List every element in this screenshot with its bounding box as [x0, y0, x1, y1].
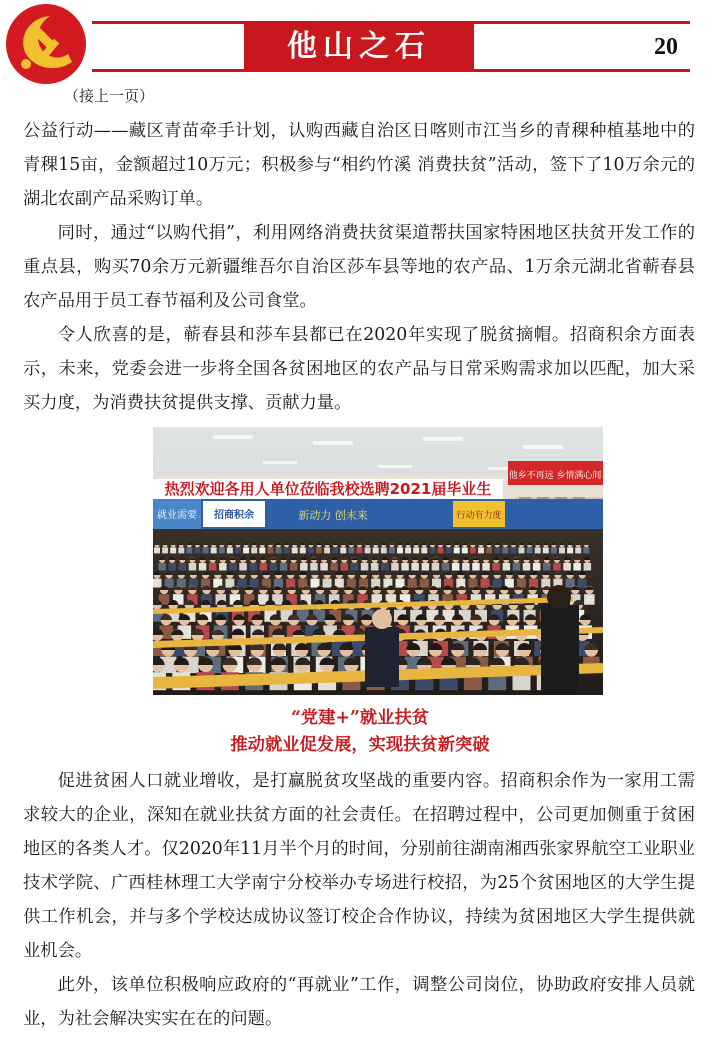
article-body-bottom: [23, 764, 695, 1036]
paragraph: 同时，通过“以购代捐”，利用网络消费扶贫渠道帮扶国家特困地区扶贫开发工作的重点县，购买70余万元新疆维吾尔自治区莎车县等地的农产品、1万余元湖北省蕲春县农产品用于员工春节福利及公司食堂。: [23, 223, 695, 311]
paragraph: 促进贫困人口就业增收，是打赢脱贫攻坚战的重要内容。招商积余作为一家用工需求较大的企业，深知在就业扶贫方面的社会责任。在招聘过程中，公司更加侧重于贫困地区的各类人才。仅2020年11月半个月的时间，分别前往湖南湘西张家界航空工业职业技术学院、广西桂林理工大学南宁分校举办专场进行校招，为25个贫困地区的大学生提供工作机会，并与多个学校达成协议签订校企合作协议，持续为贫困地区大学生提供就业机会。: [23, 771, 695, 961]
page-header: [0, 0, 720, 90]
poster-brand-text: 招商积余: [214, 510, 254, 521]
poster-right-text: 行动有力度: [456, 511, 502, 521]
section-title: 他山之石: [244, 24, 474, 69]
photo-caption-line1: “党建+”就业扶贫: [290, 708, 430, 728]
lecture-hall-photo-illustration: [153, 427, 603, 695]
recruitment-photo: [153, 427, 603, 695]
photo-caption-line2: 推动就业促发展，实现扶贫新突破: [230, 735, 490, 755]
article-body-top: [23, 114, 695, 420]
poster-slogan-text: 新动力 创未来: [298, 509, 368, 522]
photo-banner-text: 热烈欢迎各用人单位莅临我校选聘2021届毕业生: [164, 480, 492, 498]
paragraph: 令人欣喜的是，蕲春县和莎车县都已在2020年实现了脱贫摘帽。招商积余方面表示，未来，党委会进一步将全国各贫困地区的农产品与日常采购需求加以匹配，加大采买力度，为消费扶贫提供支撑、贡献力量。: [23, 325, 695, 413]
header-rule-bottom: [92, 69, 690, 72]
side-banner-text: 他乡不再远 乡情满心间: [508, 471, 602, 481]
poster-left-text: 就业需要: [157, 510, 197, 521]
page-number: 20: [654, 34, 678, 60]
paragraph: 公益行动——藏区青苗牵手计划，认购西藏自治区日喀则市江当乡的青稞种植基地中的青稞15亩，金额超过10万元；积极参与“相约竹溪 消费扶贫”活动，签下了10万余元的湖北农副产品采购订单。: [23, 121, 695, 209]
hammer-sickle-emblem-icon: [4, 2, 88, 86]
continued-note: （接上一页）: [64, 87, 155, 105]
paragraph: 此外，该单位积极响应政府的“再就业”工作，调整公司岗位，协助政府安排人员就业，为社会解决实实在在的问题。: [23, 975, 695, 1029]
